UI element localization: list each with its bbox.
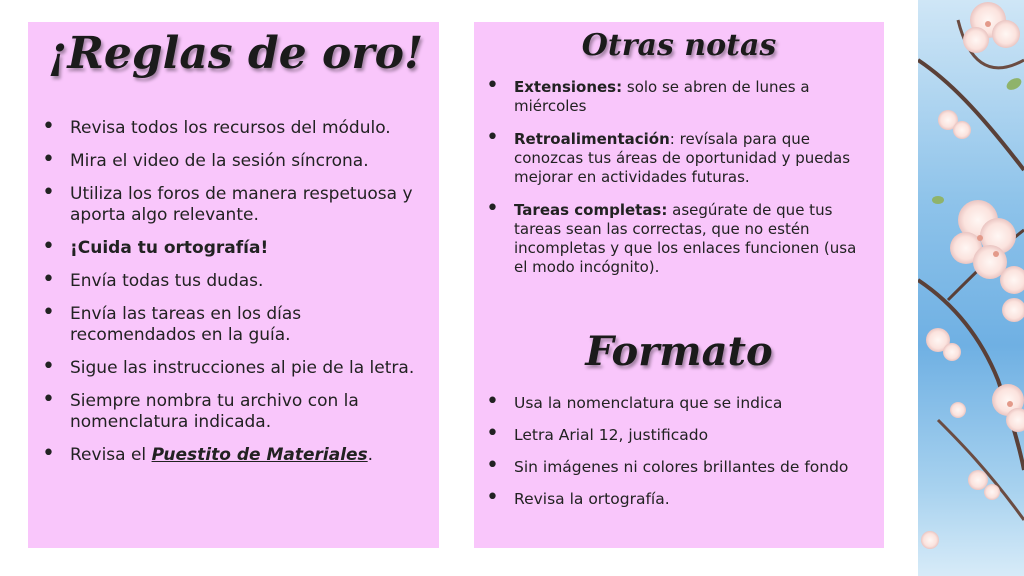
- list-item: [482, 421, 872, 446]
- item-strong-text: Extensiones:: [514, 78, 623, 96]
- item-text: asegúrate de que tus tareas sean las correctas, que no estén incompletas y que los enlaces funcionen (usa el modo incógnito).: [514, 201, 857, 276]
- bullet-icon: •: [486, 389, 499, 414]
- item-suffix: .: [367, 445, 374, 465]
- puestito-link[interactable]: Puestito de Materiales: [151, 445, 368, 465]
- list-item: [482, 389, 872, 414]
- list-item: [38, 354, 421, 379]
- item-text: Sin imágenes ni colores brillantes de fondo: [514, 458, 849, 476]
- list-item: [482, 196, 870, 277]
- notas-panel: [474, 22, 884, 548]
- list-item: [482, 73, 870, 116]
- item-text: Envía todas tus dudas.: [70, 271, 264, 291]
- reglas-list: [38, 114, 421, 478]
- list-item: [38, 114, 421, 139]
- list-item: [38, 147, 421, 172]
- list-item: [38, 180, 421, 226]
- bullet-icon: •: [42, 387, 55, 412]
- list-item: [38, 387, 421, 433]
- blossom-branch-illustration: [918, 0, 1024, 576]
- bullet-icon: •: [486, 453, 499, 478]
- item-text: Utiliza los foros de manera respetuosa y aporta algo relevante.: [70, 184, 413, 225]
- list-item: [38, 234, 421, 259]
- formato-list: [482, 389, 872, 522]
- item-text: Revisa todos los recursos del módulo.: [70, 118, 391, 138]
- list-item: [482, 125, 870, 187]
- bullet-icon: •: [486, 73, 499, 98]
- list-item: [38, 300, 421, 346]
- item-text: Mira el video de la sesión síncrona.: [70, 151, 369, 171]
- reglas-panel: [28, 22, 439, 548]
- cherry-blossom-image: [918, 0, 1024, 576]
- bullet-icon: •: [42, 180, 55, 205]
- list-item: [482, 453, 872, 478]
- item-text: : revísala para que conozcas tus áreas de oportunidad y puedas mejorar en actividades futuras.: [514, 130, 851, 186]
- bullet-icon: •: [42, 147, 55, 172]
- bullet-icon: •: [42, 234, 55, 259]
- item-text: Envía las tareas en los días recomendados en la guía.: [70, 304, 302, 345]
- otras-notas-title: Otras notas: [581, 28, 777, 63]
- otras-notas-list: [482, 73, 870, 291]
- bullet-icon: •: [42, 114, 55, 139]
- item-prefix: Revisa el: [70, 445, 152, 465]
- item-text: Siempre nombra tu archivo con la nomenclatura indicada.: [70, 391, 359, 432]
- item-text: solo se abren de lunes a miércoles: [514, 78, 810, 115]
- bullet-icon: •: [486, 125, 499, 150]
- list-item: [38, 441, 421, 466]
- item-text: Usa la nomenclatura que se indica: [514, 394, 783, 412]
- list-item: [482, 485, 872, 510]
- item-text: Revisa la ortografía.: [514, 490, 670, 508]
- bullet-icon: •: [486, 196, 499, 221]
- item-strong-text: ¡Cuida tu ortografía!: [70, 238, 269, 258]
- bullet-icon: •: [486, 485, 499, 510]
- item-text: Sigue las instrucciones al pie de la letra.: [70, 358, 415, 378]
- list-item: [38, 267, 421, 292]
- item-text: Letra Arial 12, justificado: [514, 426, 709, 444]
- bullet-icon: •: [42, 441, 55, 466]
- bullet-icon: •: [42, 267, 55, 292]
- formato-title: Formato: [585, 328, 773, 375]
- item-strong-text: Retroalimentación: [514, 130, 670, 148]
- bullet-icon: •: [42, 300, 55, 325]
- bullet-icon: •: [486, 421, 499, 446]
- reglas-title: ¡Reglas de oro!: [48, 28, 424, 79]
- item-strong-text: Tareas completas:: [514, 201, 668, 219]
- bullet-icon: •: [42, 354, 55, 379]
